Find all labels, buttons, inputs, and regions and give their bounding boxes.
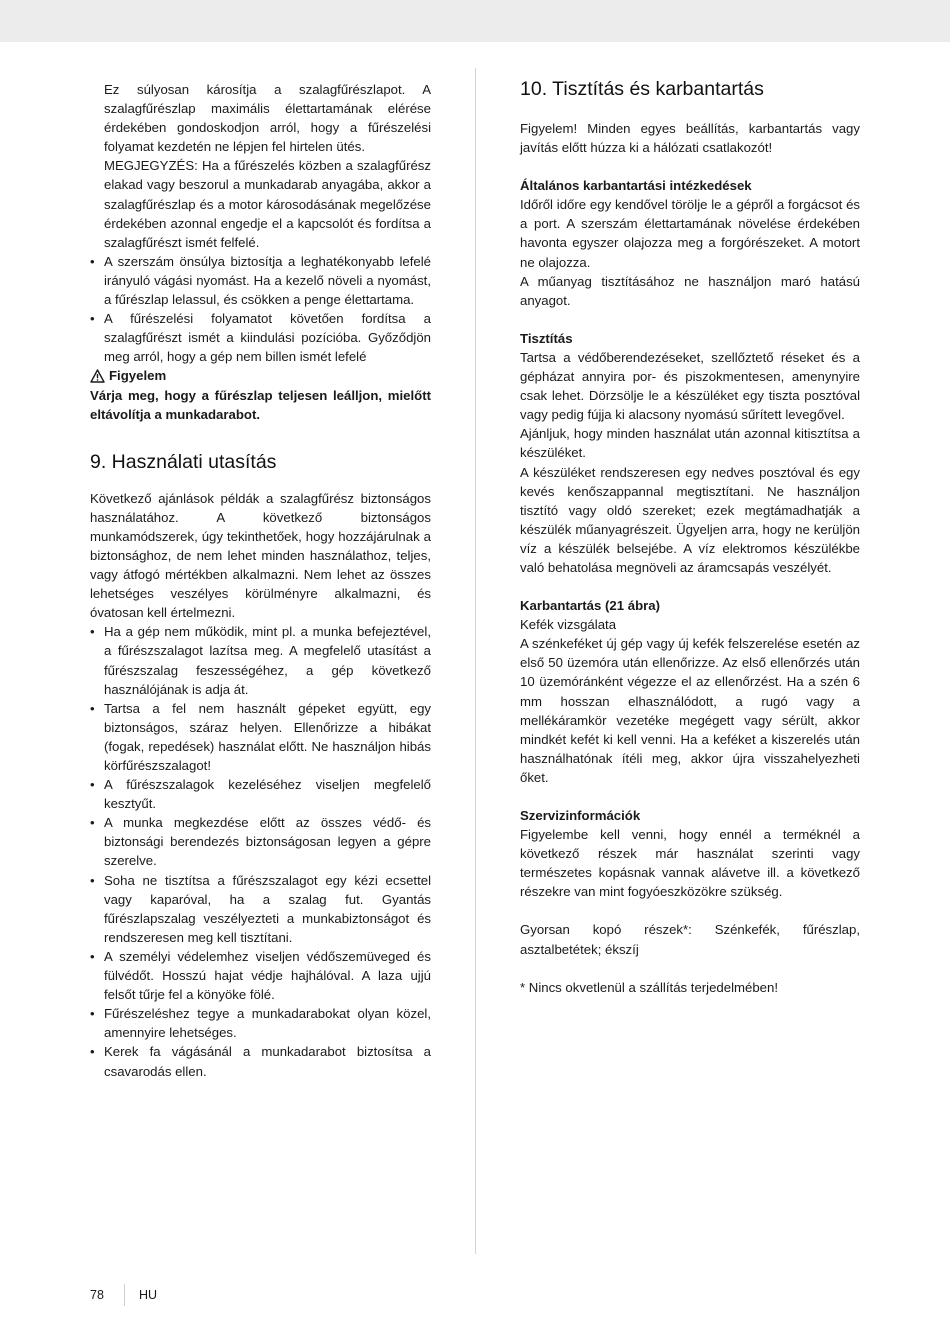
cleaning-text-3: A készüléket rendszeresen egy nedves posztóval és egy kevés kenőszappannal megtisztítani. Ne használjon tisztító vagy oldó szereket; ezek megtámadhatják a készülék műanyagrészeit. Ügyeljen arra, hogy ne kerüljön víz a készülék belsejébe. A víz elektromos készülékbe való behatolása megnöveli az áramcsapás veszélyét. [520,464,860,575]
list-item: • A szerszám önsúlya biztosítja a leghatékonyabb lefelé irányuló vágási nyomást. Ha a kezelő növeli a nyomást, a fűrészlap lelassul, és csökken a penge élettartama. [90,252,431,309]
warning-triangle-icon [90,369,105,383]
cleaning-title: Tisztítás [520,330,573,346]
service-text: Figyelembe kell venni, hogy ennél a terméknél a következő részek már használat szerinti vagy természetes kopásnak vannak alávetve ill. a következő részekre van mint fogyóeszközökre szükség. [520,827,860,900]
general-maintenance-title: Általános karbantartási intézkedések [520,178,752,194]
list-item: • Tartsa a fel nem használt gépeket együtt, egy biztonságos, száraz helyen. Ellenőrizze a hibákat (fogak, repedések) használat előtt. Ne használjon hibás körfűrészszalagot! [90,699,431,775]
wear-parts-text: Gyorsan kopó részek*: Szénkefék, fűrészlap, asztalbetétek; ékszíj [520,922,860,957]
warning-title: Figyelem [109,368,167,384]
column-divider [475,68,476,1254]
list-item: • A személyi védelemhez viseljen védőszemüveged és fülvédőt. Hosszú hajat védje hajhálóval. A laza ujjú felsőt tűrje fel a könyöke fölé. [90,947,431,1004]
cleaning-text: Tartsa a védőberendezéseket, szellőztető réseket és a gépházat annyira por- és piszokmentesen, amenynyire csak lehet. Dörzsölje le a készüléket egy tiszta posztóval vagy pedig fújja ki alacsony nyomású sűrített levegővel. [520,349,860,423]
right-column [520,80,860,997]
general-maintenance-text-2: A műanyag tisztításához ne használjon maró hatású anyagot. [520,273,860,308]
list-item: • A munka megkezdése előtt az összes védő- és biztonsági berendezés biztonságosan legyen a gépre szerelve. [90,813,431,870]
list-item: • A fűrészelési folyamatot követően fordítsa a szalagfűrészt ismét a kiindulási pozícióba. Győződjön meg arról, hogy a gép nem billen ismét lefelé [90,309,431,366]
list-item: • A fűrészszalagok kezeléséhez viseljen megfelelő kesztyűt. [90,775,431,813]
service-title: Szervizinformációk [520,808,641,823]
left-column [90,80,431,1081]
top-bullet-list [90,252,431,367]
intro-paragraph: Ez súlyosan károsítja a szalagfűrészlapot. A szalagfűrészlap maximális élettartamának elérése érdekében gondoskodjon arról, hogy a fűrészelési folyamat kezdetén ne lépjen fel hirtelen ütés. [104,82,431,155]
page-footer [90,1284,157,1306]
note-paragraph: MEGJEGYZÉS: Ha a fűrészelés közben a szalagfűrész elakad vagy beszorul a munkadarab anyagába, akkor a szalagfűrészlap és a motor károsodásának megelőzése érdekében azonnal engedje el a kapcsolót és fordítsa a szalagfűrészt ismét felfelé. [104,158,431,250]
footnote: * Nincs okvetlenül a szállítás terjedelmében! [520,979,779,995]
brushes-text: A szénkeféket új gép vagy új kefék felszerelése esetén az első 50 üzemóra után ellenőrizze. Az első ellenőrzés után 10 üzemóránként végezze el az ellenőrzést. Ha a szén 6 mm hosszan elhasználódott, a rugó vagy a mellékáramkör vezetéke megégett vagy sérült, akkor mindkét kefét ki kell venni. Ha a keféket a kiszerelés után használhatónak ítéli meg, akkor újra visszahelyezheti őket. [520,636,860,785]
brushes-subtitle: Kefék vizsgálata [520,617,617,633]
list-item: • Soha ne tisztítsa a fűrészszalagot egy kézi ecsettel vagy kaparóval, ha a szalag fut. Gyantás fűrészlapszalag veszélyezteti a munkabiztonságot és rendszeresen meg kell tisztítani. [90,871,431,947]
section-10-title: 10. Tisztítás és karbantartás [520,78,764,100]
page-number: 78 [90,1288,104,1302]
footer-separator [124,1284,125,1306]
cleaning-text-2: Ajánljuk, hogy minden használat után azonnal kitisztítsa a készüléket. [520,426,860,461]
warning-heading [90,366,431,385]
section-9-intro: Következő ajánlások példák a szalagfűrész biztonságos használatához. A következő biztonságos munkamódszerek, úgy tekinthetőek, hogy hozzájárulnak a biztonsághoz, de nem lehet minden használathoz, teljes, vagy átfogó mértékben alkalmazni. Nem lehet az összes lehetséges veszélyes körülményre alkalmazni, és óvatosan kell értelmezni. [90,490,431,621]
section-9-title: 9. Használati utasítás [90,450,277,473]
maintenance-title: Karbantartás (21 ábra) [520,598,660,614]
language-code: HU [139,1288,158,1302]
attention-text: Figyelem! Minden egyes beállítás, karbantartás vagy javítás előtt húzza ki a hálózati csatlakozót! [520,121,860,156]
top-band [0,0,950,42]
section-9-bullet-list [90,622,431,1080]
list-item: • Kerek fa vágásánál a munkadarabot biztosítsa a csavarodás ellen. [90,1042,431,1080]
warning-text: Várja meg, hogy a fűrészlap teljesen leálljon, mielőtt eltávolítja a munkadarabot. [90,387,431,422]
list-item: • Fűrészeléshez tegye a munkadarabokat olyan közel, amennyire lehetséges. [90,1004,431,1042]
general-maintenance-text: Időről időre egy kendővel törölje le a gépről a forgácsot és a port. A szerszám élettartamának növelése érdekében havonta egyszer olajozza meg a forgórészeket. A motort ne olajozza. [520,197,860,270]
list-item: • Ha a gép nem működik, mint pl. a munka befejeztével, a fűrészszalagot lazítsa meg. A megfelelő utasítást a fűrészszalag feszességéhez, a gép következő használójának is adja át. [90,622,431,698]
